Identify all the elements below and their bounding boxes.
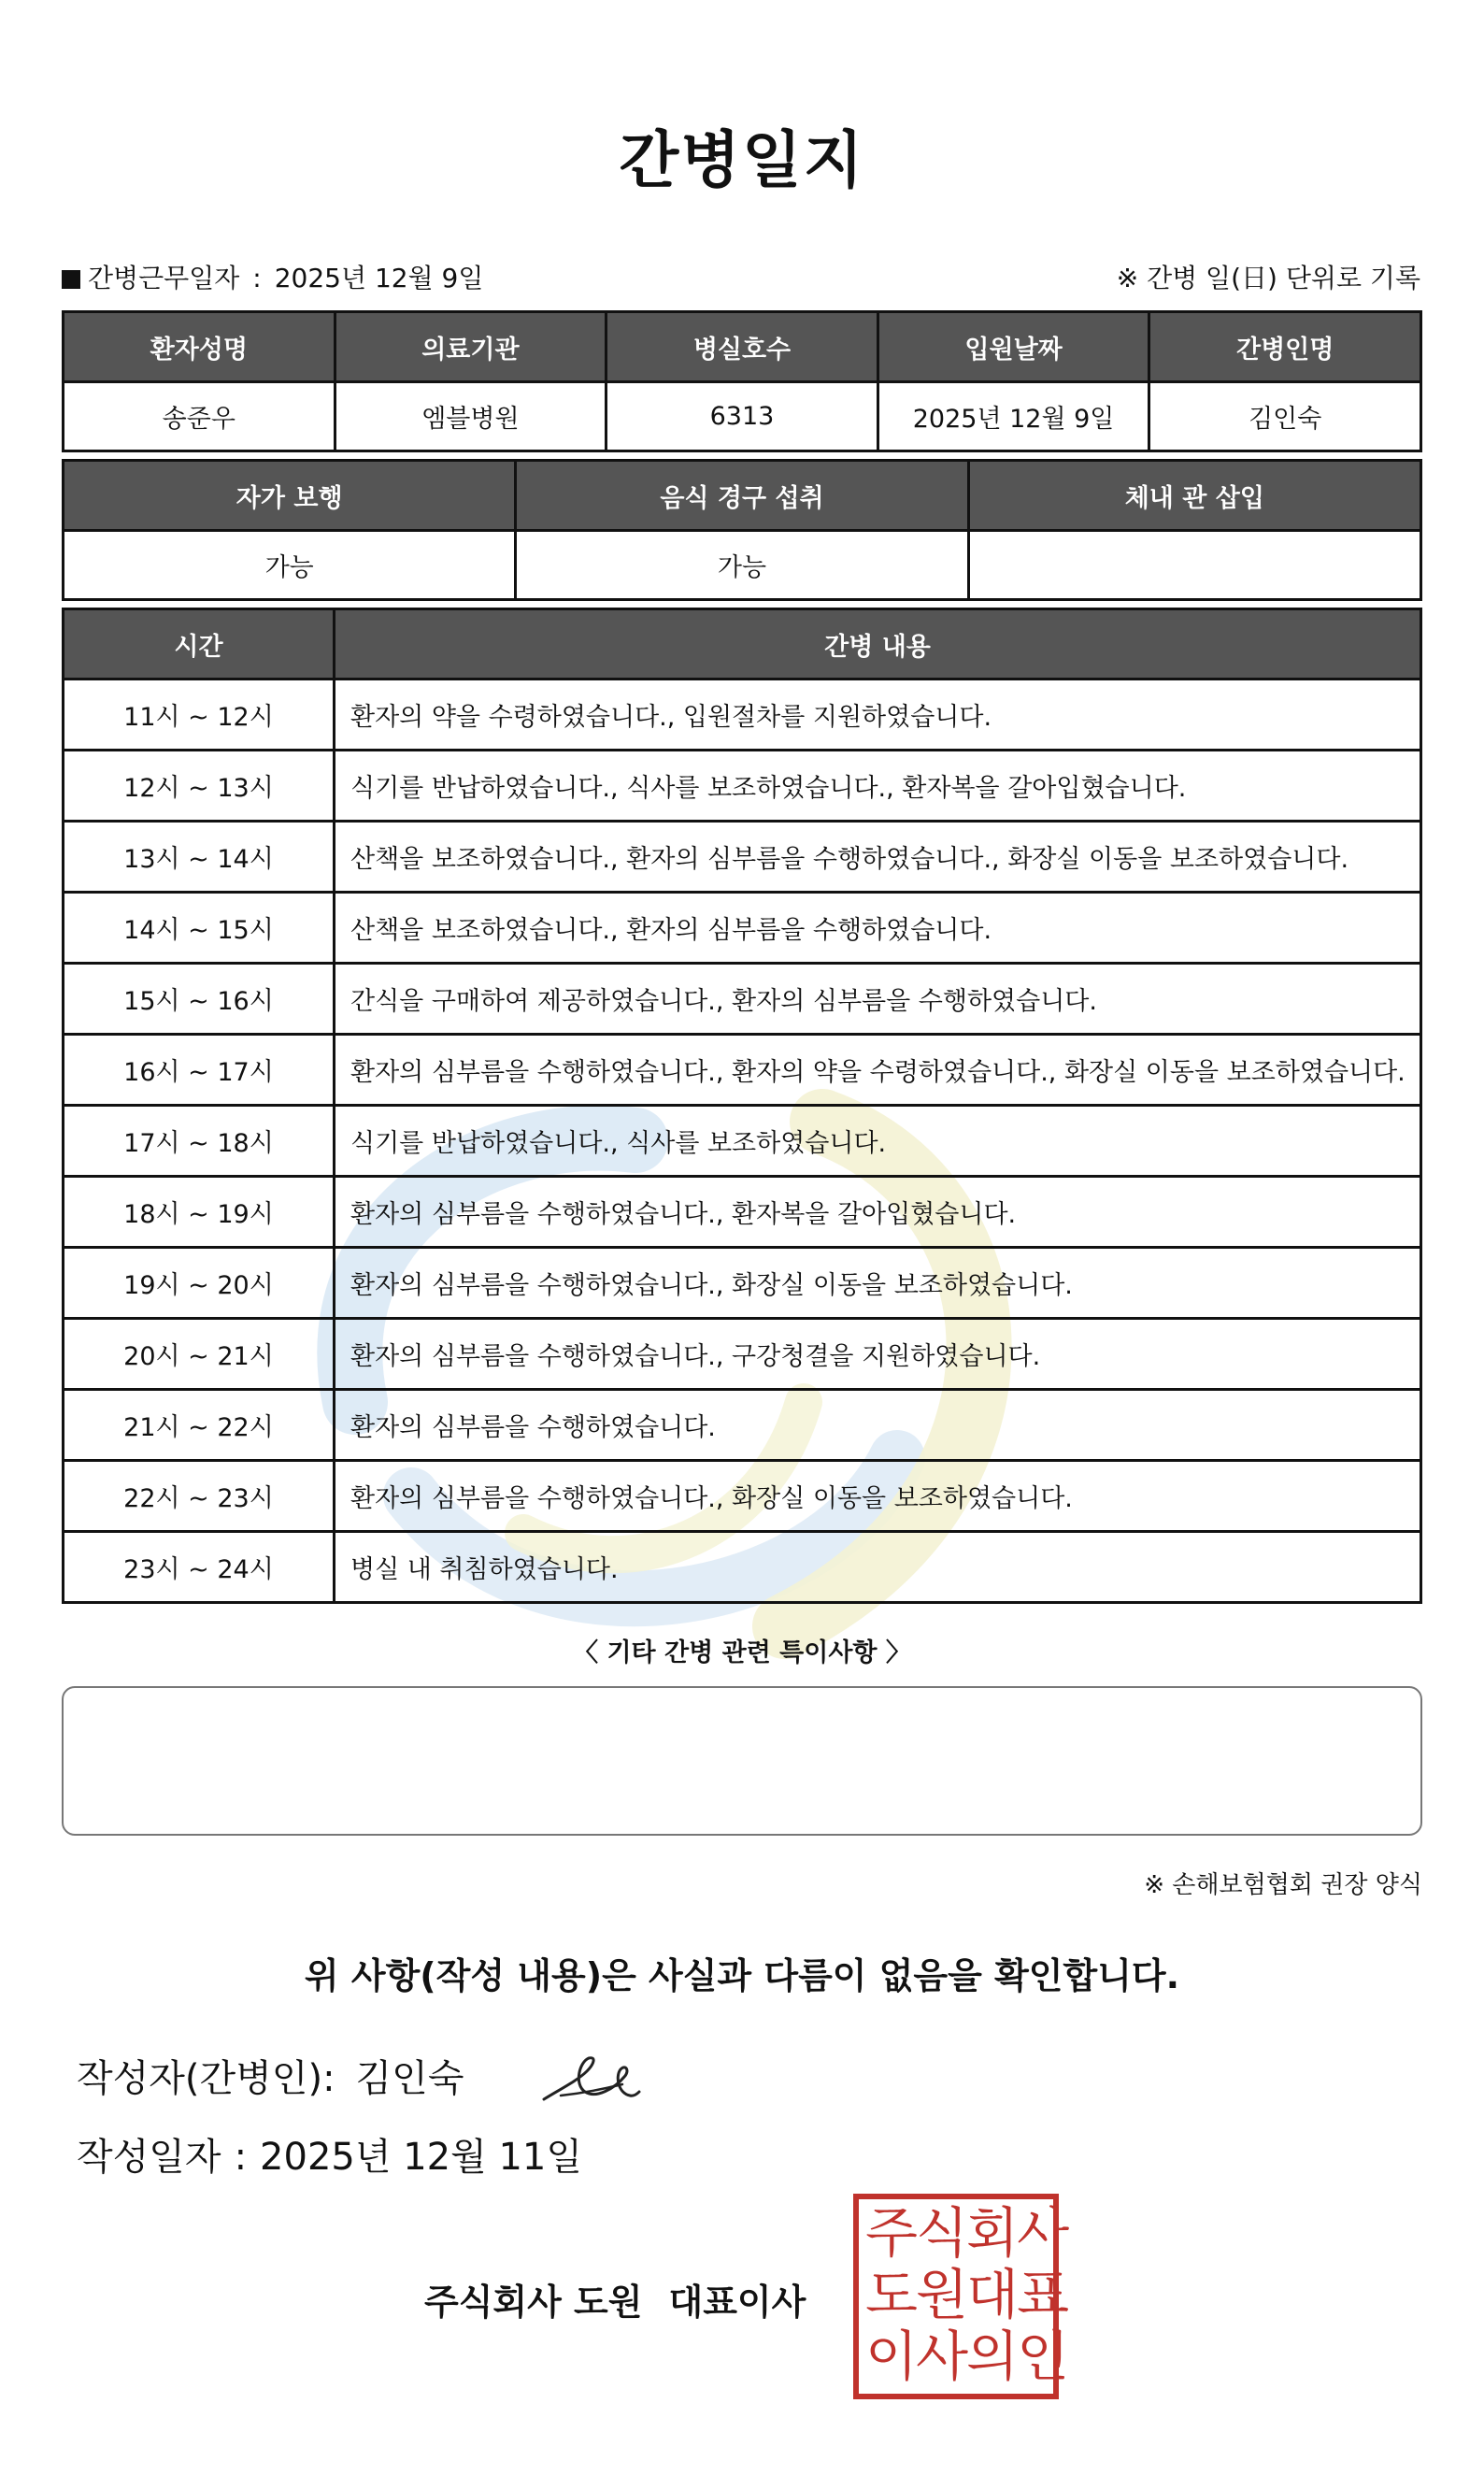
written-date-line xyxy=(77,2127,582,2181)
header-admission-date: 입원날짜 xyxy=(878,312,1149,382)
time-cell: 11시 ~ 12시 xyxy=(64,680,335,751)
header-time: 시간 xyxy=(64,609,335,680)
notes-heading: 〈 기타 간병 관련 특이사항 〉 xyxy=(573,1638,911,1667)
room-number: 6313 xyxy=(606,382,878,451)
header-tube: 체내 관 삽입 xyxy=(968,461,1420,531)
patient-status-table xyxy=(62,459,1422,601)
time-cell: 18시 ~ 19시 xyxy=(64,1177,335,1248)
table-row xyxy=(64,1532,1421,1603)
company-seal xyxy=(852,2193,1068,2400)
oral-intake-status: 가능 xyxy=(516,531,968,600)
header-room: 병실호수 xyxy=(606,312,878,382)
care-content-cell: 환자의 심부름을 수행하였습니다. xyxy=(335,1390,1421,1461)
work-date xyxy=(62,258,483,295)
admission-date: 2025년 12월 9일 xyxy=(878,382,1149,451)
header-walking: 자가 보행 xyxy=(64,461,516,531)
seal-line: 도원대표 xyxy=(865,2263,1068,2326)
time-cell: 19시 ~ 20시 xyxy=(64,1248,335,1319)
patient-info-table xyxy=(62,310,1422,452)
company-line xyxy=(424,2273,806,2325)
tube-status xyxy=(968,531,1420,600)
caregiver-name: 김인숙 xyxy=(1149,382,1421,451)
written-date-colon: : xyxy=(234,2136,248,2179)
header-patient-name: 환자성명 xyxy=(64,312,335,382)
care-content-cell: 환자의 심부름을 수행하였습니다., 환자의 약을 수령하였습니다., 화장실 이동을 보조하였습니다. xyxy=(335,1035,1421,1106)
header-oral-intake: 음식 경구 섭취 xyxy=(516,461,968,531)
time-cell: 20시 ~ 21시 xyxy=(64,1319,335,1390)
table-row xyxy=(64,893,1421,964)
page-title: 간병일지 xyxy=(619,124,865,196)
seal-line: 이사의인 xyxy=(865,2325,1068,2388)
walking-status: 가능 xyxy=(64,531,516,600)
table-row xyxy=(64,1035,1421,1106)
header-hospital: 의료기관 xyxy=(335,312,606,382)
table-row xyxy=(64,1390,1421,1461)
source-note: ※ 손해보험협회 권장 양식 xyxy=(1144,1871,1422,1899)
writer-label: 작성자(간병인) xyxy=(77,2057,323,2100)
written-date-label: 작성일자 xyxy=(77,2136,221,2179)
unit-note: ※ 간병 일(日) 단위로 기록 xyxy=(1116,263,1420,293)
representative-title: 대표이사 xyxy=(668,2282,806,2323)
header-caregiver: 간병인명 xyxy=(1149,312,1421,382)
header-care-content: 간병 내용 xyxy=(335,609,1421,680)
table-row xyxy=(64,751,1421,822)
care-content-cell: 간식을 구매하여 제공하였습니다., 환자의 심부름을 수행하였습니다. xyxy=(335,964,1421,1035)
care-content-cell: 환자의 심부름을 수행하였습니다., 구강청결을 지원하였습니다. xyxy=(335,1319,1421,1390)
company-name: 주식회사 도원 xyxy=(424,2282,643,2323)
writer-colon: : xyxy=(322,2057,335,2100)
care-content-cell: 환자의 심부름을 수행하였습니다., 환자복을 갈아입혔습니다. xyxy=(335,1177,1421,1248)
writer-line xyxy=(77,2049,464,2102)
written-date-value: 2025년 12월 11일 xyxy=(260,2136,582,2179)
care-content-cell: 식기를 반납하였습니다., 식사를 보조하였습니다., 환자복을 갈아입혔습니다. xyxy=(335,751,1421,822)
care-content-cell: 산책을 보조하였습니다., 환자의 심부름을 수행하였습니다. xyxy=(335,893,1421,964)
seal-text xyxy=(865,2201,1068,2388)
care-content-cell: 식기를 반납하였습니다., 식사를 보조하였습니다. xyxy=(335,1106,1421,1177)
work-date-value: 2025년 12월 9일 xyxy=(274,263,484,293)
time-cell: 21시 ~ 22시 xyxy=(64,1390,335,1461)
work-date-label: 간병근무일자 xyxy=(88,263,240,293)
table-row xyxy=(64,822,1421,893)
time-cell: 14시 ~ 15시 xyxy=(64,893,335,964)
seal-line: 주식회사 xyxy=(865,2201,1068,2265)
time-cell: 17시 ~ 18시 xyxy=(64,1106,335,1177)
signature-image xyxy=(540,2043,643,2118)
table-row xyxy=(64,1248,1421,1319)
hospital-name: 엠블병원 xyxy=(335,382,606,451)
patient-name: 송준우 xyxy=(64,382,335,451)
care-content-cell: 산책을 보조하였습니다., 환자의 심부름을 수행하였습니다., 화장실 이동을 보조하였습니다. xyxy=(335,822,1421,893)
time-cell: 16시 ~ 17시 xyxy=(64,1035,335,1106)
care-content-cell: 환자의 심부름을 수행하였습니다., 화장실 이동을 보조하였습니다. xyxy=(335,1461,1421,1532)
table-row xyxy=(64,680,1421,751)
confirmation-statement: 위 사항(작성 내용)은 사실과 다름이 없음을 확인합니다. xyxy=(304,1955,1180,1996)
care-content-cell: 병실 내 취침하였습니다. xyxy=(335,1532,1421,1603)
time-cell: 23시 ~ 24시 xyxy=(64,1532,335,1603)
care-content-cell: 환자의 약을 수령하였습니다., 입원절차를 지원하였습니다. xyxy=(335,680,1421,751)
table-row xyxy=(64,1461,1421,1532)
time-cell: 15시 ~ 16시 xyxy=(64,964,335,1035)
writer-name: 김인숙 xyxy=(355,2057,464,2100)
time-cell: 22시 ~ 23시 xyxy=(64,1461,335,1532)
square-bullet-icon xyxy=(62,270,80,289)
table-row xyxy=(64,1106,1421,1177)
care-log-table xyxy=(62,608,1422,1604)
table-row xyxy=(64,1177,1421,1248)
time-cell: 12시 ~ 13시 xyxy=(64,751,335,822)
meta-row xyxy=(62,258,1420,295)
table-row xyxy=(64,1319,1421,1390)
special-notes-box xyxy=(62,1686,1422,1836)
care-content-cell: 환자의 심부름을 수행하였습니다., 화장실 이동을 보조하였습니다. xyxy=(335,1248,1421,1319)
table-row xyxy=(64,964,1421,1035)
time-cell: 13시 ~ 14시 xyxy=(64,822,335,893)
work-date-colon: : xyxy=(252,263,262,293)
